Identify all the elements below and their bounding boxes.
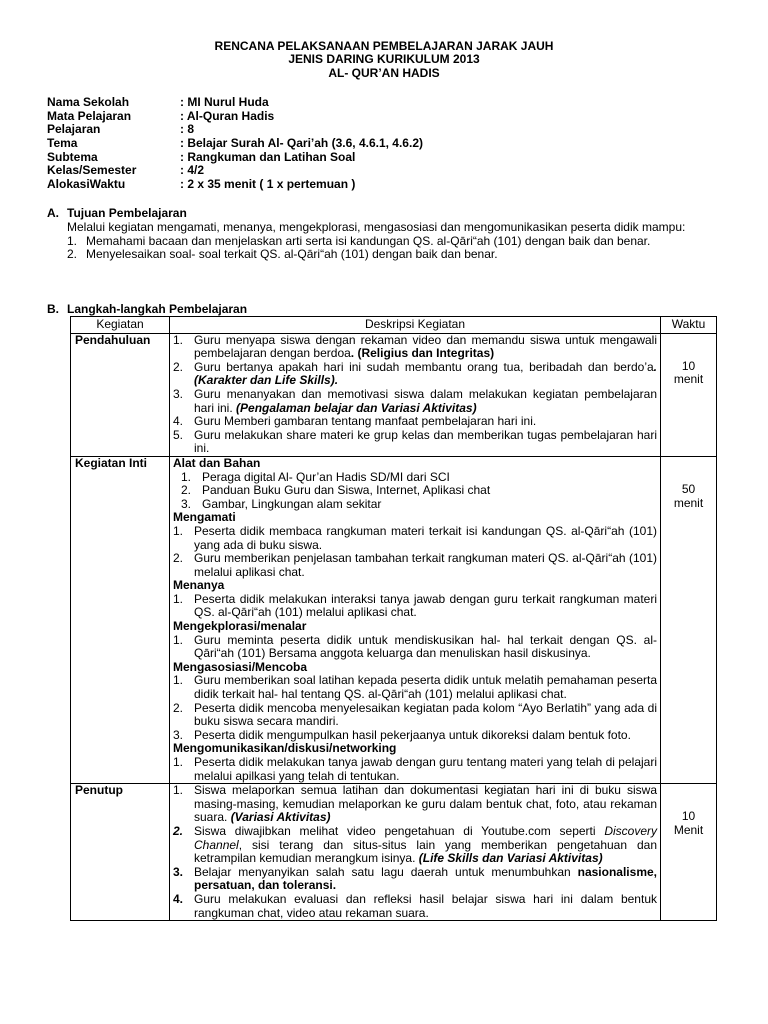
info-row (47, 96, 423, 110)
stage-description (170, 333, 661, 456)
item-emphasis: (Life Skills dan Variasi Aktivitas) (418, 851, 603, 866)
section-title: Langkah-langkah Pembelajaran (67, 302, 248, 316)
info-label: Pelajaran (47, 122, 101, 137)
item-number: 2. (173, 551, 184, 566)
item-text: Siswa melaporkan semua latihan dan dokumentasi kegiatan hari ini di buku siswa masing-masing, kemudian melaporkan ke guru dalam bentuk chat, foto, atau rekaman suara. (194, 783, 657, 825)
list-item (173, 525, 657, 552)
list-item (173, 429, 657, 456)
info-value: : 2 x 35 menit ( 1 x pertemuan ) (180, 177, 356, 192)
item-text: Peserta didik membaca rangkuman materi terkait isi kandungan QS. al-Qāri“ah (101) yang ada di buku siswa. (194, 523, 657, 552)
doc-title-line2: JENIS DARING KURIKULUM 2013 (288, 52, 480, 66)
info-value: : Belajar Surah Al- Qari’ah (3.6, 4.6.1, 4.6.2) (180, 136, 423, 151)
info-value: : MI Nurul Huda (180, 95, 269, 109)
stage-time (661, 784, 717, 921)
item-number: 2. (173, 700, 184, 715)
list-item (173, 729, 657, 743)
list-item (173, 674, 657, 701)
subheading: Mengamati (173, 510, 236, 525)
column-header: Waktu (661, 317, 717, 334)
info-label: Kelas/Semester (47, 163, 137, 178)
list-item (173, 756, 657, 783)
item-text: Guru menanyakan dan memotivasi siswa dalam melakukan kegiatan pembelajaran hari ini. (194, 386, 657, 415)
item-number: 1. (181, 469, 192, 484)
info-label: AlokasiWaktu (47, 177, 126, 192)
item-text: Guru memberikan penjelasan tambahan terkait rangkuman materi QS. al-Qāri“ah (101) melalui aplikasi chat. (194, 551, 657, 579)
item-text: Guru bertanya apakah hari ini sudah membantu orang tua, beribadah dan berdo’a (194, 359, 654, 374)
doc-title-line1: RENCANA PELAKSANAAN PEMBELAJARAN JARAK JAUH (214, 39, 554, 53)
subheading: Mengasosiasi/Mencoba (173, 659, 308, 674)
item-number: 3. (173, 864, 184, 879)
item-text: Guru meminta peserta didik untuk mendiskusikan hal- hal terkait dengan QS. al-Qāri“ah (101) Bersama anggota keluarga dan menuliskan hasil diskusinya. (194, 632, 657, 661)
list-item (181, 484, 657, 498)
list-item (181, 498, 657, 512)
subheading: Alat dan Bahan (173, 455, 261, 470)
item-number: 1. (67, 233, 78, 248)
stage-name: Penutup (71, 784, 170, 921)
section-a-heading (47, 207, 187, 221)
item-number: 4. (173, 414, 184, 429)
list-item (67, 235, 707, 249)
stage-description (170, 784, 661, 921)
time-unit: Menit (673, 822, 704, 837)
objectives-list (67, 235, 707, 262)
list-item (173, 415, 657, 429)
list-item (173, 334, 657, 361)
item-number: 2. (181, 483, 192, 498)
column-header: Deskripsi Kegiatan (170, 317, 661, 334)
item-text: Guru memberikan soal latihan kepada peserta didik untuk melatih pemahaman peserta didik terkait hal- hal tentang QS. al-Qāri“ah (101) melalui aplikasi chat. (194, 673, 657, 702)
stage-time (661, 456, 717, 783)
subheading: Mengomunikasikan/diskusi/networking (173, 741, 397, 756)
info-value: : 8 (180, 122, 195, 137)
stage-time (661, 333, 717, 456)
section-a-body (67, 221, 707, 262)
item-text: Belajar menyanyikan salah satu lagu daerah untuk menumbuhkan (194, 864, 578, 879)
info-label: Tema (47, 136, 78, 151)
item-number: 1. (173, 632, 184, 647)
table-row (71, 456, 717, 783)
item-text: Guru Memberi gambaran tentang manfaat pembelajaran hari ini. (194, 414, 537, 429)
info-row (47, 178, 423, 192)
info-row (47, 110, 423, 124)
list-item (173, 784, 657, 825)
info-label: Nama Sekolah (47, 95, 130, 109)
item-number: 1. (173, 591, 184, 606)
doc-title-line3: AL- QUR’AN HADIS (328, 66, 440, 80)
item-text: Panduan Buku Guru dan Siswa, Internet, Aplikasi chat (202, 483, 491, 498)
item-text: Peserta didik mencoba menyelesaikan kegiatan pada kolom “Ayo Berlatih” yang ada di buku siswa secara mandiri. (194, 700, 657, 729)
list-item (173, 634, 657, 661)
section-a-intro: Melalui kegiatan mengamati, menanya, mengekplorasi, mengasosiasi dan mengomunikasikan peserta didik mampu: (67, 220, 686, 234)
subheading: Menanya (173, 578, 225, 593)
item-emphasis: . (Religius dan Integritas) (350, 346, 495, 361)
item-number: 4. (173, 891, 184, 906)
item-number: 1. (173, 673, 184, 688)
identity-block (47, 96, 423, 192)
list-item (173, 893, 657, 920)
item-emphasis: . (Karakter dan Life Skills). (194, 359, 657, 388)
time-value: 10 (681, 358, 696, 373)
item-number: 3. (173, 386, 184, 401)
list-item (181, 471, 657, 485)
list-item (173, 825, 657, 866)
item-text: Gambar, Lingkungan alam sekitar (202, 496, 382, 511)
item-number: 1. (173, 755, 184, 769)
subheading: Mengekplorasi/menalar (173, 619, 307, 634)
item-emphasis: (Pengalaman belajar dan Variasi Aktivitas) (236, 400, 477, 415)
item-number: 5. (173, 427, 184, 442)
section-title: Tujuan Pembelajaran (67, 206, 187, 220)
item-number: 1. (173, 332, 184, 347)
item-text: , sisi terang dan situs-situs lain yang memberikan pengetahuan dan ketrampilan kemudian merangkum isinya. (194, 837, 657, 866)
item-text: Peserta didik mengumpulkan hasil pekerjaanya untuk dikoreksi dalam bentuk foto. (194, 727, 631, 742)
item-text: Peserta didik melakukan tanya jawab dengan guru tentang materi yang telah di pelajari melalui apilkasi yang telah di tentukan. (194, 755, 657, 783)
table-header-row (71, 317, 717, 334)
item-text: Peraga digital Al- Qur’an Hadis SD/MI dari SCI (202, 469, 450, 484)
item-number: 3. (173, 727, 184, 742)
column-header: Kegiatan (71, 317, 170, 334)
list-item (173, 866, 657, 893)
info-value: : 4/2 (180, 163, 205, 178)
time-value: 10 (681, 809, 696, 824)
time-unit: menit (673, 372, 704, 387)
list-item (173, 702, 657, 729)
info-row (47, 123, 423, 137)
lesson-steps-table (70, 316, 717, 921)
info-label: Subtema (47, 149, 98, 164)
stage-description (170, 456, 661, 783)
stage-name: Kegiatan Inti (71, 456, 170, 783)
item-text: Guru menyapa siswa dengan rekaman video dan memandu siswa untuk mengawali pembelajaran dengan berdoa (194, 332, 657, 361)
item-text: Menyelesaikan soal- soal terkait QS. al-Qāri“ah (101) dengan baik dan benar. (86, 247, 498, 262)
info-value: : Rangkuman dan Latihan Soal (180, 149, 356, 164)
list-item (173, 593, 657, 620)
list-item (67, 248, 707, 262)
section-letter: B. (47, 302, 59, 316)
info-value: : Al-Quran Hadis (180, 108, 275, 123)
item-emphasis: nasionalisme, persatuan, dan toleransi. (194, 864, 657, 893)
item-number: 1. (173, 523, 184, 538)
item-text: Peserta didik melakukan interaksi tanya jawab dengan guru terkait rangkuman materi QS. al-Qāri“ah (101) melalui aplikasi chat. (194, 591, 657, 620)
item-number: 2. (67, 247, 78, 262)
list-item (173, 552, 657, 579)
item-text: Guru melakukan evaluasi dan refleksi hasil belajar siswa hari ini dalam bentuk rangkuman chat, video atau rekaman suara. (194, 891, 657, 920)
section-b-heading (47, 303, 247, 317)
item-number: 3. (181, 496, 192, 511)
info-row (47, 164, 423, 178)
list-item (173, 361, 657, 388)
item-text: Siswa diwajibkan melihat video pengetahuan di Youtube.com seperti (194, 823, 605, 838)
item-number: 1. (173, 783, 184, 798)
list-item (173, 388, 657, 415)
item-text: Guru melakukan share materi ke grup kelas dan memberikan tugas pembelajaran hari ini. (194, 427, 657, 456)
section-letter: A. (47, 206, 59, 220)
item-emphasis: (Variasi Aktivitas) (230, 810, 331, 825)
info-row (47, 137, 423, 151)
info-label: Mata Pelajaran (47, 108, 132, 123)
table-row (71, 333, 717, 456)
item-number: 2. (173, 359, 184, 374)
item-text: Memahami bacaan dan menjelaskan arti serta isi kandungan QS. al-Qāri“ah (101) dengan baik dan benar. (86, 233, 651, 248)
table-row (71, 784, 717, 921)
item-italic: Discovery Channel (194, 823, 657, 852)
item-number: 2. (173, 823, 184, 838)
time-unit: menit (673, 495, 704, 510)
stage-name: Pendahuluan (71, 333, 170, 456)
info-row (47, 151, 423, 165)
time-value: 50 (681, 481, 696, 496)
